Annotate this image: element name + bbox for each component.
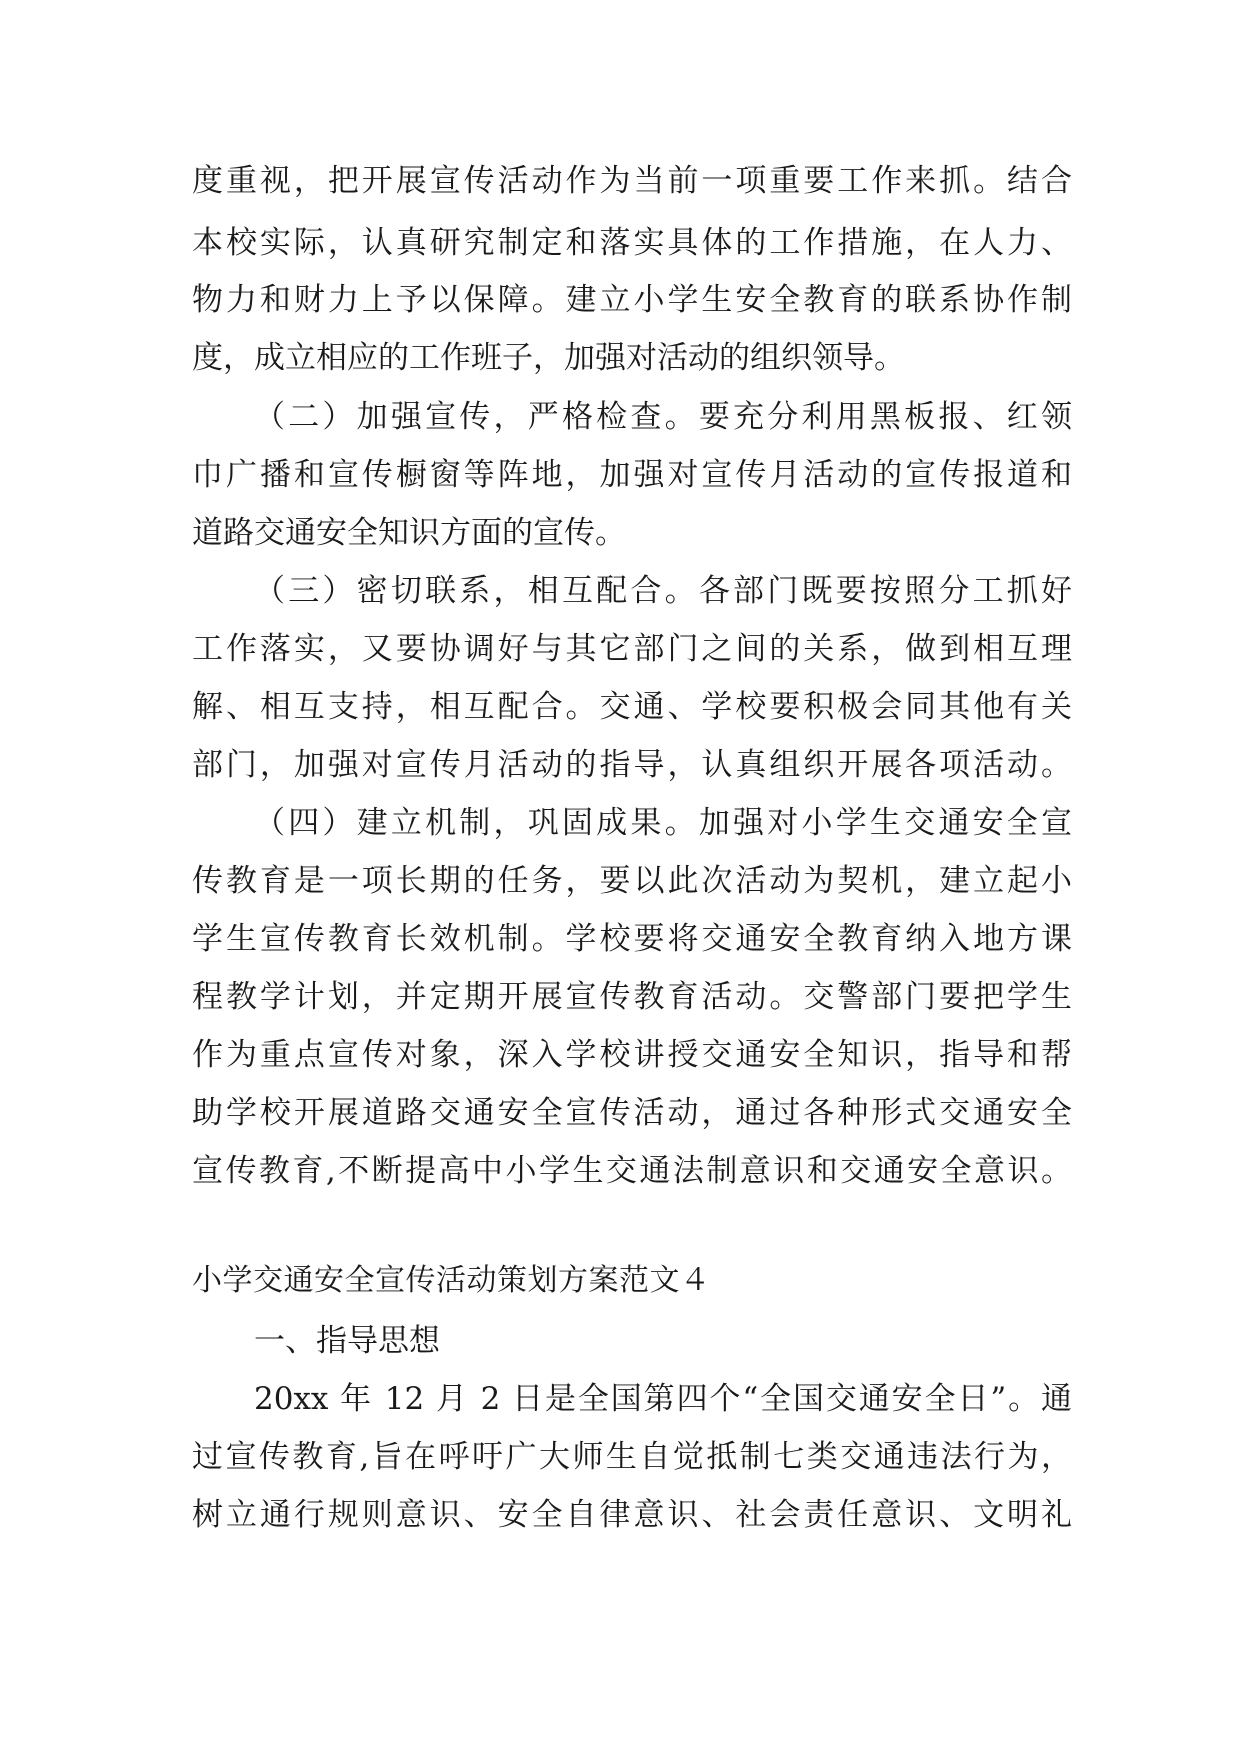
paragraph-1-line-4: 度，成立相应的工作班子，加强对活动的组织领导。: [192, 340, 905, 376]
paragraph-1-line-3: 物力和财力上予以保障。建立小学生安全教育的联系协作制: [192, 282, 1072, 318]
paragraph-1-line-1: 度重视，把开展宣传活动作为当前一项重要工作来抓。结合: [192, 163, 1072, 199]
paragraph-3-line-4: 部门，加强对宣传月活动的指导，认真组织开展各项活动。: [192, 747, 1072, 783]
paragraph-4-line-7: 宣传教育,不断提高中小学生交通法制意识和交通安全意识。: [192, 1153, 1072, 1189]
subsection-heading: 一、指导思想: [254, 1323, 440, 1359]
paragraph-4-line-3: 学生宣传教育长效机制。学校要将交通安全教育纳入地方课: [192, 921, 1072, 957]
paragraph-1-line-2: 本校实际，认真研究制定和落实具体的工作措施，在人力、: [192, 225, 1072, 261]
paragraph-2-line-2: 巾广播和宣传橱窗等阵地，加强对宣传月活动的宣传报道和: [192, 457, 1072, 493]
paragraph-4-line-2: 传教育是一项长期的任务，要以此次活动为契机，建立起小: [192, 863, 1072, 899]
section-title: 小学交通安全宣传活动策划方案范文４: [192, 1263, 711, 1298]
paragraph-4-line-6: 助学校开展道路交通安全宣传活动，通过各种形式交通安全: [192, 1095, 1072, 1131]
paragraph-3-line-1: （三）密切联系，相互配合。各部门既要按照分工抓好: [254, 573, 1072, 609]
paragraph-5-line-3: 树立通行规则意识、安全自律意识、社会责任意识、文明礼: [192, 1497, 1072, 1533]
paragraph-5-line-2: 过宣传教育,旨在呼吁广大师生自觉抵制七类交通违法行为，: [192, 1439, 1072, 1475]
paragraph-3-line-2: 工作落实，又要协调好与其它部门之间的关系，做到相互理: [192, 631, 1072, 667]
paragraph-5-line-1: 20xx 年 12 月 2 日是全国第四个“全国交通安全日”。通: [254, 1381, 1072, 1417]
paragraph-3-line-3: 解、相互支持，相互配合。交通、学校要积极会同其他有关: [192, 689, 1072, 725]
paragraph-2-line-3: 道路交通安全知识方面的宣传。: [192, 515, 626, 551]
paragraph-4-line-1: （四）建立机制，巩固成果。加强对小学生交通安全宣: [254, 805, 1072, 841]
paragraph-4-line-5: 作为重点宣传对象，深入学校讲授交通安全知识，指导和帮: [192, 1037, 1072, 1073]
paragraph-4-line-4: 程教学计划，并定期开展宣传教育活动。交警部门要把学生: [192, 979, 1072, 1015]
paragraph-2-line-1: （二）加强宣传，严格检查。要充分利用黑板报、红领: [254, 399, 1072, 435]
